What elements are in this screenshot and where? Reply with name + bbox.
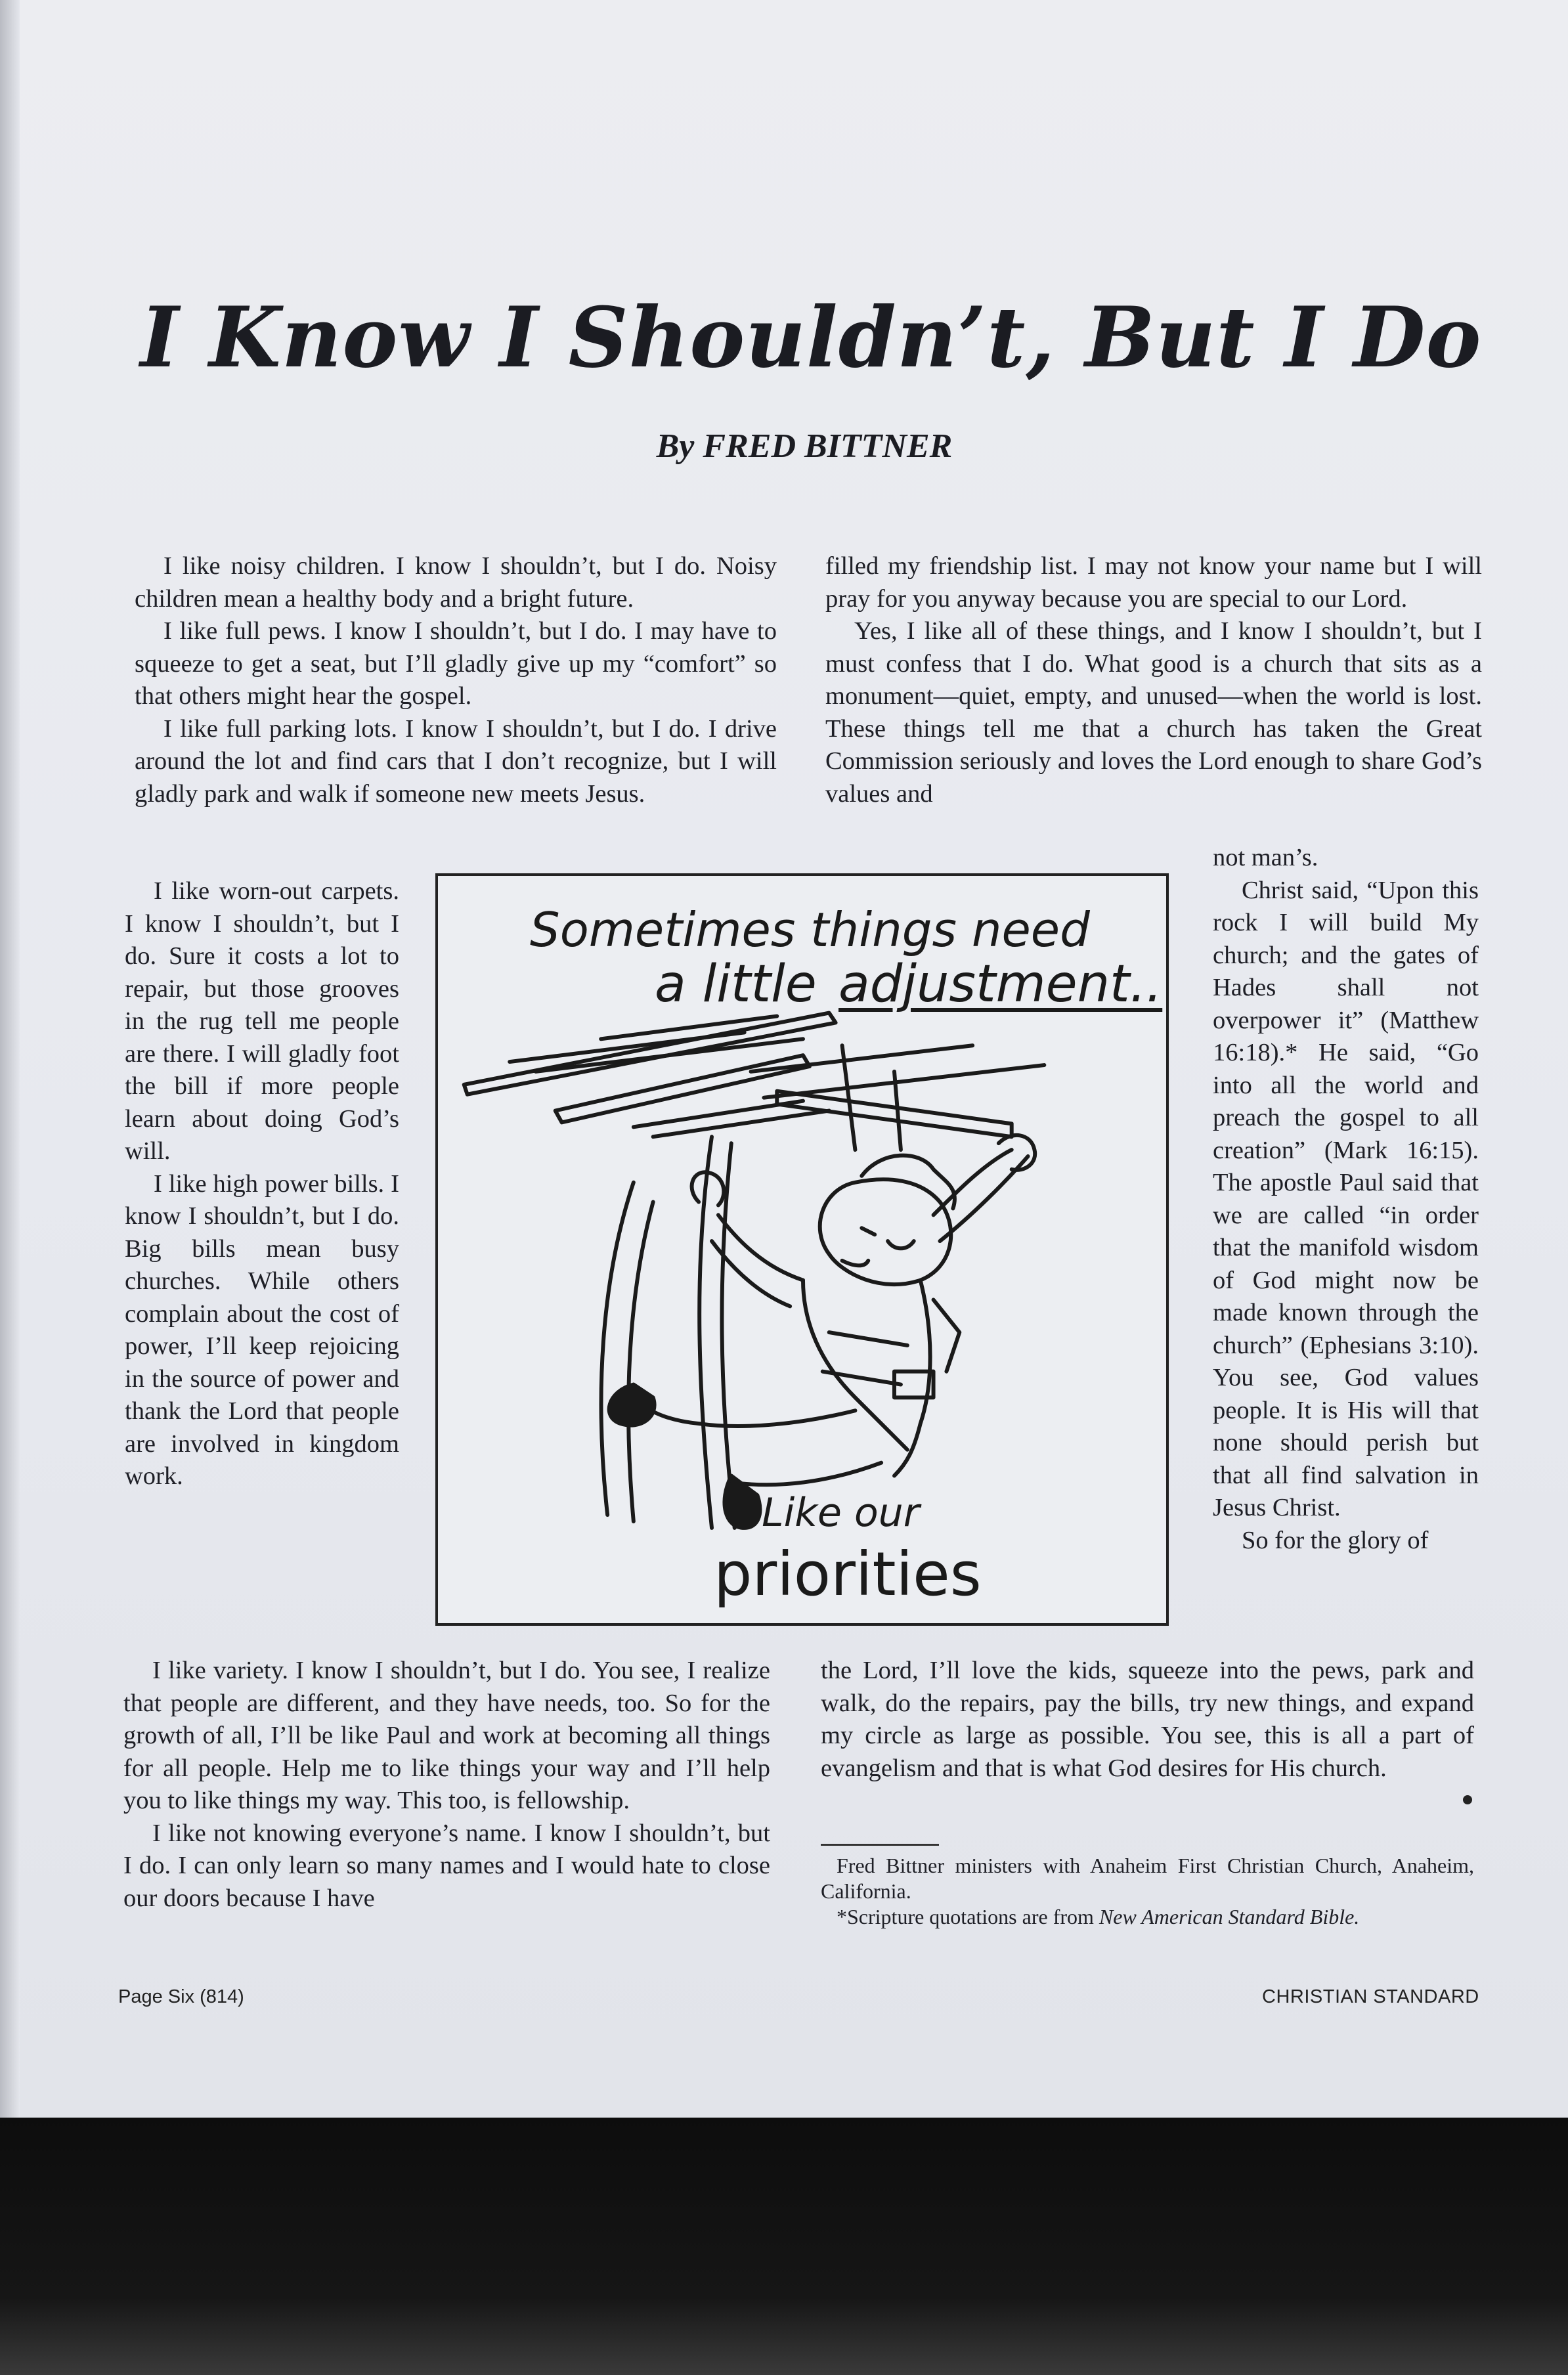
left-narrow-column	[125, 875, 399, 1493]
footnote	[821, 1853, 1474, 1930]
cartoon-caption-line-3: ..Like our	[737, 1490, 920, 1536]
paragraph: Christ said, “Upon this rock I will build My church; and the gates of Hades shall not overpower it” (Matthew 16:18).* He said, “Go into all the world and preach the gospel to all creation” (Mark 16:15). The apostle Paul said that we are called “in order that the manifold wisdom of God might now be made known through the church” (Ephesians 3:10). You see, God values people. It is His will that none should perish but that all find salvation in Jesus Christ.	[1213, 876, 1479, 1521]
cartoon-caption-line-4: priorities	[714, 1539, 982, 1609]
publication-name: CHRISTIAN STANDARD	[1262, 1986, 1479, 2007]
scripture-note: *Scripture quotations are from New American Standard Bible.	[837, 1905, 1360, 1928]
scan-background	[0, 2118, 1568, 2375]
right-narrow-column	[1213, 842, 1479, 1557]
article-title: I Know I Shouldn’t, But I Do	[140, 289, 1482, 386]
paragraph: not man’s.	[1213, 844, 1318, 871]
paragraph: I like worn-out carpets. I know I shouldn’t, but I do. Sure it costs a lot to repair, but those grooves in the rug tell me people are there. I will gladly foot the bill if more people learn about doing God’s will.	[125, 877, 399, 1165]
page-number: Page Six (814)	[118, 1986, 244, 2007]
right-column-bottom	[821, 1655, 1474, 1785]
left-column-bottom	[123, 1655, 770, 1915]
cartoon-caption-line-1: Sometimes things need	[530, 902, 1090, 957]
paragraph: filled my friendship list. I may not know your name but I will pray for you anyway because you are special to our Lord.	[825, 552, 1482, 613]
paragraph: Yes, I like all of these things, and I know I shouldn’t, but I must confess that I do. What good is a church that sits as a monument—quiet, empty, and unused—when the world is lost. These things tell me that a church has taken the Great Commission seriously and loves the Lord enough to share God’s values and	[825, 617, 1482, 808]
right-column-top	[825, 550, 1482, 810]
scripture-source: New American Standard Bible.	[1099, 1905, 1360, 1928]
left-column-top	[135, 550, 777, 810]
author-bio: Fred Bittner ministers with Anaheim First Christian Church, Anaheim, California.	[821, 1854, 1474, 1903]
paragraph: I like full pews. I know I shouldn’t, but I do. I may have to squeeze to get a seat, but I’ll gladly give up my “comfort” so that others might hear the gospel.	[135, 617, 777, 710]
paragraph: I like full parking lots. I know I shouldn’t, but I do. I drive around the lot and find cars that I don’t recognize, but I will gladly park and walk if someone new meets Jesus.	[135, 714, 777, 808]
footnote-rule	[821, 1844, 939, 1846]
cartoon-caption-line-2b: adjustment..	[838, 955, 1163, 1014]
paragraph: So for the glory of	[1242, 1526, 1429, 1554]
paragraph: I like not knowing everyone’s name. I know I shouldn’t, but I do. I can only learn so many names and I would hate to close our doors because I have	[123, 1819, 770, 1912]
paragraph: I like variety. I know I shouldn’t, but I do. You see, I realize that people are different, and they have needs, too. So for the growth of all, I’ll be like Paul and work at becoming all things for all people. Help me to like things your way and I’ll help you to like things my way. This too, is fellowship.	[123, 1657, 770, 1814]
cartoon-caption-line-2a: a little	[655, 955, 817, 1014]
byline: By FRED BITTNER	[656, 427, 953, 465]
end-mark-icon	[1463, 1795, 1472, 1804]
paragraph: I like noisy children. I know I shouldn’t, but I do. Noisy children mean a healthy body and a bright future.	[135, 552, 777, 613]
cartoon-illustration	[435, 873, 1169, 1626]
paragraph: the Lord, I’ll love the kids, squeeze into the pews, park and walk, do the repairs, pay the bills, try new things, and expand my circle as large as possible. You see, this is all a part of evangelism and that is what God desires for His church.	[821, 1657, 1474, 1782]
paragraph: I like high power bills. I know I shouldn’t, but I do. Big bills mean busy churches. While others complain about the cost of power, I’ll keep rejoicing in the source of power and thank the Lord that people are involved in kingdom work.	[125, 1169, 399, 1490]
